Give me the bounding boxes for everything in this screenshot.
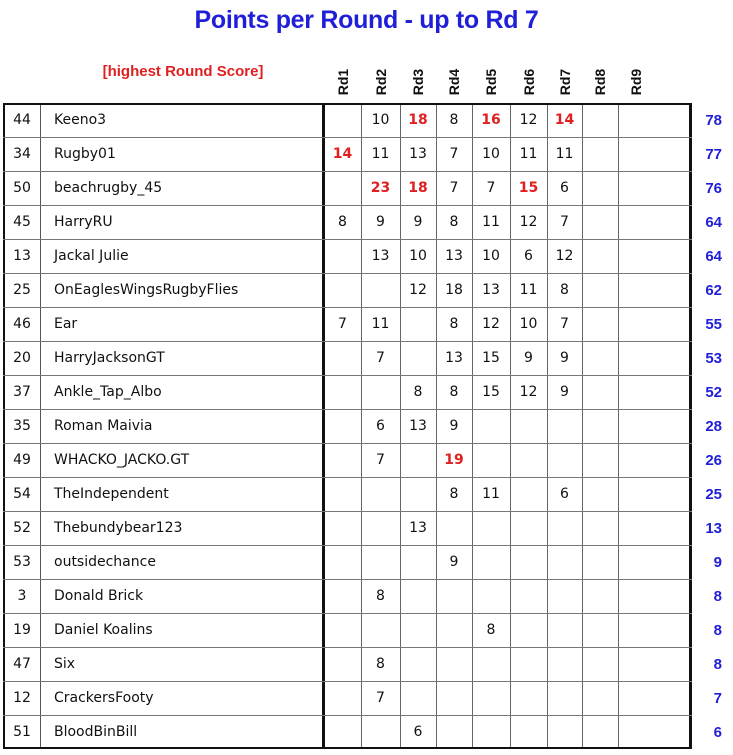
score-cell-rd8 (582, 613, 618, 647)
score-cell-rd8 (582, 341, 618, 375)
score-cell-rd4: 8 (449, 112, 459, 128)
player-name: CrackersFooty (54, 690, 154, 706)
player-name: TheIndependent (54, 486, 169, 502)
player-number: 13 (13, 248, 31, 264)
score-cell-rd1 (324, 647, 361, 681)
score-cell-rd7 (547, 511, 582, 545)
score-cell-rd6: 9 (524, 350, 533, 366)
row-divider (3, 137, 692, 138)
legend-label: [highest Round Score] (102, 63, 264, 80)
player-name: Roman Maivia (54, 418, 153, 434)
score-cell-rd3 (400, 307, 436, 341)
score-cell-rd1 (324, 545, 361, 579)
player-number: 37 (13, 384, 31, 400)
table-border-bottom (3, 747, 692, 749)
score-cell-rd9 (618, 579, 654, 613)
row-divider (3, 239, 692, 240)
score-cell-rd8 (582, 137, 618, 171)
round-header-rd5 (472, 62, 510, 102)
score-cell-rd1 (324, 511, 361, 545)
score-cell-rd9 (618, 103, 654, 137)
total-score: 8 (713, 587, 722, 605)
score-cell-rd7: 14 (554, 112, 575, 128)
total-score: 78 (705, 111, 722, 129)
score-cell-rd6: 12 (519, 384, 538, 400)
total-score: 8 (713, 655, 722, 673)
score-cell-rd4 (436, 511, 472, 545)
score-cell-rd2 (361, 613, 400, 647)
player-name: outsidechance (54, 554, 156, 570)
total-score: 64 (705, 213, 722, 231)
score-cell-rd9 (618, 273, 654, 307)
table-row (0, 613, 733, 647)
score-cell-rd6 (510, 681, 547, 715)
score-cell-rd2 (361, 715, 400, 749)
score-cell-rd1 (324, 239, 361, 273)
score-cell-rd9 (618, 477, 654, 511)
player-number: 54 (13, 486, 31, 502)
row-divider (3, 273, 692, 274)
column-divider (547, 103, 548, 749)
score-cell-rd8 (582, 443, 618, 477)
score-cell-rd6 (510, 647, 547, 681)
round-header-rd3 (400, 62, 436, 102)
score-cell-rd4: 7 (449, 180, 459, 196)
score-cell-rd1 (324, 477, 361, 511)
score-cell-rd4: 9 (449, 418, 459, 434)
player-number: 47 (13, 656, 31, 672)
player-number: 53 (13, 554, 31, 570)
score-cell-rd2: 11 (371, 146, 390, 162)
score-cell-rd6: 10 (519, 316, 538, 332)
table-row (0, 205, 733, 239)
score-cell-rd9 (618, 613, 654, 647)
score-cell-rd1: 7 (338, 316, 347, 332)
score-cell-rd3: 10 (409, 248, 427, 264)
player-name: Ear (54, 316, 78, 332)
score-cell-rd3 (400, 647, 436, 681)
score-cell-rd2 (361, 273, 400, 307)
table-border-top (3, 103, 692, 105)
player-name: OnEaglesWingsRugbyFlies (54, 282, 239, 298)
score-cell-rd9 (618, 205, 654, 239)
score-cell-rd4 (436, 681, 472, 715)
score-cell-rd9 (618, 647, 654, 681)
player-number: 49 (13, 452, 31, 468)
table-row (0, 579, 733, 613)
score-cell-rd7: 9 (560, 384, 569, 400)
score-cell-rd1 (324, 613, 361, 647)
score-cell-rd3: 13 (409, 146, 427, 162)
score-cell-rd8 (582, 477, 618, 511)
total-score: 7 (713, 689, 722, 707)
total-score: 6 (713, 723, 722, 741)
column-divider (361, 103, 362, 749)
score-cell-rd5 (472, 681, 510, 715)
score-cell-rd8 (582, 171, 618, 205)
table-row (0, 409, 733, 443)
score-cell-rd4 (436, 579, 472, 613)
score-cell-rd5: 15 (482, 350, 500, 366)
row-divider (3, 545, 692, 546)
score-cell-rd3 (400, 681, 436, 715)
score-cell-rd6 (510, 715, 547, 749)
score-cell-rd6: 11 (519, 146, 538, 162)
player-name: Jackal Julie (54, 248, 129, 264)
score-cell-rd2: 10 (371, 112, 390, 128)
score-cell-rd7 (547, 715, 582, 749)
score-cell-rd3: 12 (409, 282, 427, 298)
score-cell-rd5: 8 (486, 622, 496, 638)
column-divider (582, 103, 583, 749)
score-cell-rd3 (400, 545, 436, 579)
score-cell-rd1 (324, 443, 361, 477)
total-score: 25 (705, 485, 722, 503)
player-number: 45 (13, 214, 31, 230)
row-divider (3, 681, 692, 682)
score-cell-rd2: 8 (376, 656, 385, 672)
score-cell-rd3 (400, 477, 436, 511)
row-divider (3, 409, 692, 410)
score-cell-rd3: 9 (413, 214, 423, 230)
score-cell-rd4: 13 (445, 350, 463, 366)
total-score: 55 (705, 315, 722, 333)
score-cell-rd1: 14 (332, 146, 353, 162)
row-divider (3, 613, 692, 614)
total-score: 28 (705, 417, 722, 435)
table-row (0, 103, 733, 137)
page-title: Points per Round - up to Rd 7 (194, 6, 539, 34)
total-score: 62 (705, 281, 722, 299)
column-divider (510, 103, 511, 749)
round-header-rd8 (582, 62, 618, 102)
player-number: 34 (13, 146, 31, 162)
player-name: Daniel Koalins (54, 622, 153, 638)
score-cell-rd1 (324, 375, 361, 409)
score-cell-rd2: 13 (371, 248, 390, 264)
score-cell-rd1 (324, 579, 361, 613)
player-name: WHACKO_JACKO.GT (54, 452, 190, 468)
row-divider (3, 171, 692, 172)
round-header-rd7 (547, 62, 582, 102)
score-cell-rd9 (618, 409, 654, 443)
score-cell-rd5: 10 (482, 146, 500, 162)
score-cell-rd6 (510, 409, 547, 443)
score-cell-rd2: 7 (376, 350, 385, 366)
score-cell-rd9 (618, 443, 654, 477)
round-header-label: Rd4 (446, 68, 462, 96)
score-cell-rd2: 6 (376, 418, 385, 434)
score-cell-rd8 (582, 205, 618, 239)
table-border-left (3, 103, 5, 749)
score-cell-rd4 (436, 647, 472, 681)
score-cell-rd2 (361, 477, 400, 511)
round-header-label: Rd9 (628, 68, 644, 96)
score-cell-rd2: 23 (370, 180, 391, 196)
score-cell-rd9 (618, 137, 654, 171)
player-number: 25 (13, 282, 31, 298)
score-cell-rd7: 9 (560, 350, 569, 366)
row-divider (3, 443, 692, 444)
score-cell-rd5: 13 (482, 282, 500, 298)
score-cell-rd1 (324, 715, 361, 749)
round-header-label: Rd2 (372, 68, 389, 96)
score-cell-rd3 (400, 341, 436, 375)
round-header-rd2 (361, 62, 400, 102)
total-score: 77 (705, 145, 722, 163)
score-cell-rd8 (582, 511, 618, 545)
score-cell-rd7: 8 (560, 282, 569, 298)
score-cell-rd3: 6 (413, 724, 423, 740)
player-number: 35 (13, 418, 31, 434)
score-cell-rd1 (324, 273, 361, 307)
player-name: Keeno3 (54, 112, 107, 128)
table-row (0, 273, 733, 307)
score-cell-rd1 (324, 103, 361, 137)
total-score: 9 (713, 553, 722, 571)
table-row (0, 307, 733, 341)
score-cell-rd8 (582, 715, 618, 749)
table-row (0, 443, 733, 477)
score-cell-rd2: 9 (376, 214, 385, 230)
table-row (0, 239, 733, 273)
total-score: 76 (705, 179, 722, 197)
score-cell-rd2: 8 (376, 588, 385, 604)
score-cell-rd6: 11 (519, 282, 538, 298)
player-number: 52 (13, 520, 31, 536)
score-cell-rd3 (400, 443, 436, 477)
score-cell-rd7 (547, 545, 582, 579)
total-score: 26 (705, 451, 722, 469)
total-score: 8 (713, 621, 722, 639)
row-divider (3, 205, 692, 206)
player-number: 20 (13, 350, 31, 366)
table-row (0, 477, 733, 511)
score-cell-rd2 (361, 375, 400, 409)
round-header-label: Rd3 (410, 68, 426, 96)
row-divider (3, 511, 692, 512)
score-cell-rd8 (582, 647, 618, 681)
score-cell-rd6: 12 (519, 112, 538, 128)
score-cell-rd4: 8 (449, 384, 459, 400)
score-cell-rd7 (547, 647, 582, 681)
score-cell-rd5: 7 (486, 180, 496, 196)
round-header-label: Rd5 (483, 68, 499, 96)
score-cell-rd7 (547, 409, 582, 443)
row-divider (3, 477, 692, 478)
round-header-rd4 (436, 62, 472, 102)
player-number: 46 (13, 316, 31, 332)
score-cell-rd2 (361, 511, 400, 545)
score-cell-rd6 (510, 545, 547, 579)
player-name: Six (54, 656, 76, 672)
score-cell-rd5: 15 (482, 384, 500, 400)
player-name: Thebundybear123 (54, 520, 183, 536)
score-cell-rd8 (582, 681, 618, 715)
score-cell-rd7: 7 (560, 316, 569, 332)
round-header-label: Rd1 (334, 68, 351, 96)
score-cell-rd5 (472, 715, 510, 749)
score-cell-rd7 (547, 681, 582, 715)
score-cell-rd3: 18 (408, 112, 428, 128)
score-cell-rd9 (618, 239, 654, 273)
total-score: 64 (705, 247, 722, 265)
player-name: BloodBinBill (54, 724, 138, 740)
table-row (0, 545, 733, 579)
score-cell-rd6: 6 (524, 248, 533, 264)
score-cell-rd5: 11 (482, 486, 500, 502)
round-header-rd6 (510, 62, 547, 102)
score-cell-rd5 (472, 579, 510, 613)
row-divider (3, 375, 692, 376)
table-row (0, 171, 733, 205)
score-cell-rd9 (618, 511, 654, 545)
table-row (0, 137, 733, 171)
score-cell-rd1: 8 (338, 214, 347, 230)
score-cell-rd4: 8 (449, 214, 459, 230)
player-number: 12 (13, 690, 31, 706)
score-cell-rd4: 18 (445, 282, 463, 298)
score-cell-rd6 (510, 443, 547, 477)
row-divider (3, 647, 692, 648)
table-row (0, 647, 733, 681)
score-cell-rd7: 6 (560, 486, 569, 502)
score-cell-rd7: 6 (560, 180, 569, 196)
score-cell-rd6 (510, 613, 547, 647)
table-row (0, 715, 733, 749)
score-cell-rd1 (324, 681, 361, 715)
score-cell-rd8 (582, 273, 618, 307)
row-divider (3, 341, 692, 342)
score-cell-rd4: 19 (444, 452, 464, 468)
player-number: 50 (13, 180, 31, 196)
row-divider (3, 579, 692, 580)
score-cell-rd8 (582, 239, 618, 273)
player-number: 51 (13, 724, 31, 740)
column-divider (618, 103, 619, 749)
table-row (0, 681, 733, 715)
table-row (0, 341, 733, 375)
row-divider (3, 715, 692, 716)
column-divider (40, 103, 41, 749)
score-cell-rd8 (582, 103, 618, 137)
score-cell-rd1 (324, 341, 361, 375)
score-cell-rd3 (400, 579, 436, 613)
score-cell-rd6: 15 (518, 180, 539, 196)
score-cell-rd9 (618, 545, 654, 579)
total-score: 53 (705, 349, 722, 367)
score-cell-rd7 (547, 443, 582, 477)
score-cell-rd6: 12 (519, 214, 538, 230)
player-number: 44 (13, 112, 31, 128)
score-cell-rd4: 8 (449, 316, 459, 332)
column-divider (472, 103, 473, 749)
score-cell-rd5 (472, 409, 510, 443)
score-cell-rd9 (618, 171, 654, 205)
score-cell-rd9 (618, 307, 654, 341)
player-name: Ankle_Tap_Albo (54, 384, 162, 400)
table-border-divider (322, 103, 325, 749)
round-header-label: Rd6 (520, 68, 537, 96)
score-cell-rd8 (582, 409, 618, 443)
score-cell-rd8 (582, 579, 618, 613)
player-name: Rugby01 (54, 146, 116, 162)
score-cell-rd9 (618, 375, 654, 409)
score-cell-rd3: 13 (409, 520, 427, 536)
score-cell-rd2: 7 (376, 452, 385, 468)
score-cell-rd6 (510, 511, 547, 545)
score-cell-rd8 (582, 307, 618, 341)
score-cell-rd4: 7 (449, 146, 459, 162)
score-cell-rd3: 18 (408, 180, 428, 196)
player-name: Donald Brick (54, 588, 144, 604)
score-cell-rd9 (618, 681, 654, 715)
score-cell-rd5 (472, 511, 510, 545)
round-header-rd1 (324, 62, 361, 102)
score-cell-rd1 (324, 171, 361, 205)
table-row (0, 375, 733, 409)
round-header-label: Rd7 (556, 68, 573, 96)
table-border-right (689, 103, 692, 749)
score-cell-rd5 (472, 443, 510, 477)
score-cell-rd7: 11 (555, 146, 574, 162)
total-score: 13 (705, 519, 722, 537)
score-cell-rd8 (582, 545, 618, 579)
row-divider (3, 307, 692, 308)
score-cell-rd9 (618, 715, 654, 749)
score-cell-rd7: 7 (560, 214, 569, 230)
score-cell-rd2 (361, 545, 400, 579)
score-cell-rd4 (436, 613, 472, 647)
score-cell-rd5 (472, 647, 510, 681)
score-cell-rd6 (510, 477, 547, 511)
score-cell-rd7 (547, 579, 582, 613)
score-cell-rd4: 8 (449, 486, 459, 502)
player-name: beachrugby_45 (54, 180, 163, 196)
score-cell-rd5 (472, 545, 510, 579)
score-cell-rd7: 12 (555, 248, 574, 264)
score-cell-rd2: 11 (371, 316, 390, 332)
table-row (0, 511, 733, 545)
score-cell-rd4: 13 (445, 248, 463, 264)
score-cell-rd6 (510, 579, 547, 613)
score-cell-rd5: 11 (482, 214, 500, 230)
score-cell-rd3: 8 (413, 384, 423, 400)
score-cell-rd1 (324, 409, 361, 443)
score-cell-rd3 (400, 613, 436, 647)
score-cell-rd8 (582, 375, 618, 409)
score-cell-rd5: 16 (481, 112, 501, 128)
player-number: 19 (13, 622, 31, 638)
score-cell-rd3: 13 (409, 418, 427, 434)
score-cell-rd4: 9 (449, 554, 459, 570)
column-divider (436, 103, 437, 749)
round-header-label: Rd8 (592, 68, 608, 96)
score-cell-rd5: 10 (482, 248, 500, 264)
score-cell-rd2: 7 (376, 690, 385, 706)
score-cell-rd5: 12 (482, 316, 500, 332)
column-divider (400, 103, 401, 749)
player-number: 3 (17, 588, 27, 604)
score-cell-rd9 (618, 341, 654, 375)
player-name: HarryRU (54, 214, 113, 230)
score-cell-rd4 (436, 715, 472, 749)
score-cell-rd7 (547, 613, 582, 647)
player-name: HarryJacksonGT (54, 350, 165, 366)
total-score: 52 (705, 383, 722, 401)
round-header-rd9 (618, 62, 654, 102)
